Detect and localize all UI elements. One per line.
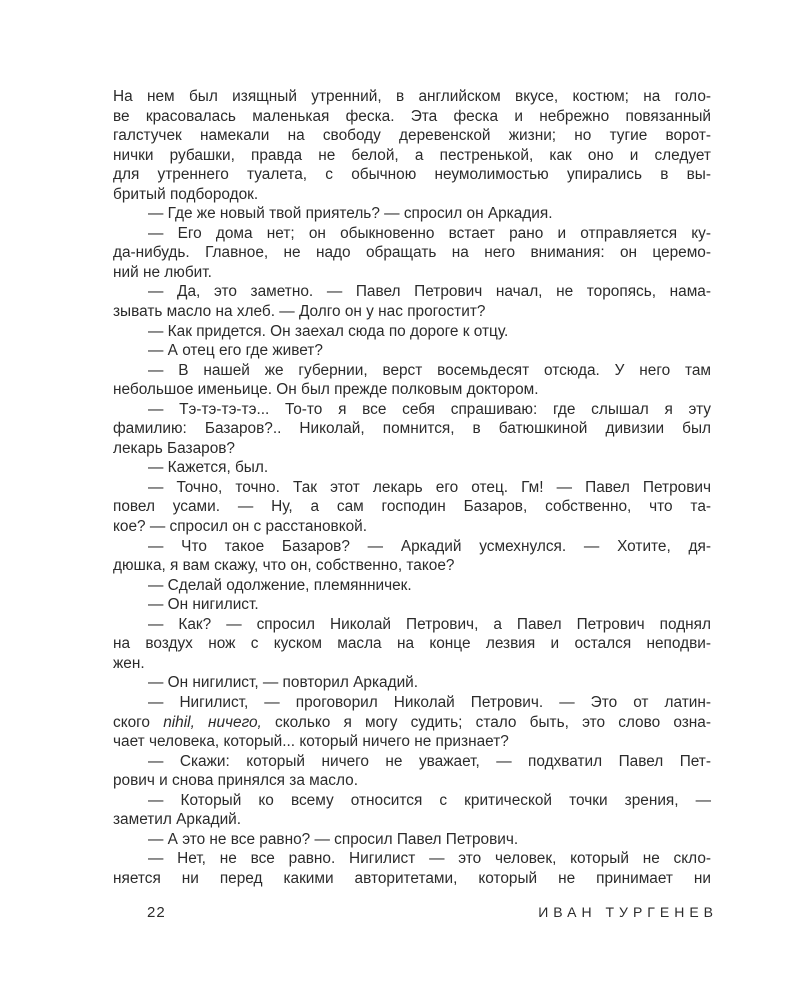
text-line: — Скажи: который ничего не уважает, — подхватил Павел Пет- [148, 752, 711, 770]
text-line: — Который ко всему относится с критической точки зрения, — [148, 791, 711, 809]
text-line: — Что такое Базаров? — Аркадий усмехнулся. — Хотите, дя- [148, 537, 711, 555]
text-line: На нем был изящный утренний, в английском вкусе, костюм; на голо- [113, 88, 711, 105]
text-line: да-нибудь. Главное, не надо обращать на него внимания: он церемо- [113, 244, 711, 262]
text-segment: ского [113, 713, 164, 731]
text-line: — Как? — спросил Николай Петрович, а Павел Петрович поднял [148, 615, 711, 633]
text-line: ве красовалась маленькая феска. Эта феска и небрежно повязанный [113, 107, 711, 125]
text-line: чает человека, который... который ничего не признает? [113, 733, 509, 751]
text-segment: сколько я могу судить; стало быть, это слово озна- [261, 713, 711, 731]
text-line: жен. [113, 654, 145, 672]
text-line: дюшка, я вам скажу, что он, собственно, такое? [113, 557, 455, 575]
text-line: для утреннего туалета, с обычною неумолимостью упирались в вы- [113, 166, 711, 184]
text-line: — Нет, не все равно. Нигилист — это человек, который не скло- [148, 850, 711, 868]
text-line: — А это не все равно? — спросил Павел Петрович. [148, 830, 519, 848]
text-line: — В нашей же губернии, верст восемьдесят отсюда. У него там [148, 361, 711, 379]
text-line: на воздух нож с куском масла на конце лезвия и остался неподви- [113, 635, 711, 653]
text-line: галстучек намекали на свободу деревенской жизни; но тугие ворот- [113, 127, 711, 145]
text-line: нички рубашки, правда не белой, а пестренькой, как оно и следует [113, 146, 711, 164]
text-line: повел усами. — Ну, а сам господин Базаров, собственно, что та- [113, 498, 711, 516]
text-line: зывать масло на хлеб. — Долго он у нас прогостит? [113, 303, 486, 321]
text-line: — Его дома нет; он обыкновенно встает рано и отправляется ку- [148, 224, 711, 242]
text-line: небольшое именьице. Он был прежде полковым доктором. [113, 381, 539, 399]
text-line: заметил Аркадий. [113, 811, 242, 829]
text-line: — А отец его где живет? [148, 342, 323, 360]
text-line: — Нигилист, — проговорил Николай Петрович. — Это от латин- [148, 693, 711, 711]
text-line: лекарь Базаров? [113, 439, 235, 457]
text-line: — Как придется. Он заехал сюда по дороге к отцу. [148, 322, 509, 340]
text-line: — Он нигилист. [148, 596, 259, 614]
text-line: ний не любит. [113, 263, 212, 281]
page-number: 22 [147, 904, 166, 921]
text-line: — Он нигилист, — повторил Аркадий. [148, 674, 419, 692]
text-line: няется ни перед какими авторитетами, который не принимает ни [113, 869, 711, 887]
text-line: бритый подбородок. [113, 185, 259, 203]
text-line: — Сделай одолжение, племянничек. [148, 576, 412, 594]
text-line: — Точно, точно. Так этот лекарь его отец. Гм! — Павел Петрович [148, 478, 711, 496]
text-line: — Где же новый твой приятель? — спросил он Аркадия. [148, 205, 553, 223]
text-line [113, 713, 711, 733]
text-line: — Да, это заметно. — Павел Петрович начал, не торопясь, нама- [148, 283, 711, 301]
running-head-author: ИВАН ТУРГЕНЕВ [538, 904, 718, 920]
italic-text: nihil, ничего, [163, 713, 262, 731]
text-line: — Кажется, был. [148, 459, 269, 477]
body-text [113, 87, 711, 888]
text-line: кое? — спросил он с расстановкой. [113, 518, 368, 536]
text-line: — Тэ-тэ-тэ-тэ... То-то я все себя спрашиваю: где слышал я эту [148, 400, 711, 418]
text-line: фамилию: Базаров?.. Николай, помнится, в батюшкиной дивизии был [113, 420, 711, 438]
text-line: рович и снова принялся за масло. [113, 772, 358, 790]
